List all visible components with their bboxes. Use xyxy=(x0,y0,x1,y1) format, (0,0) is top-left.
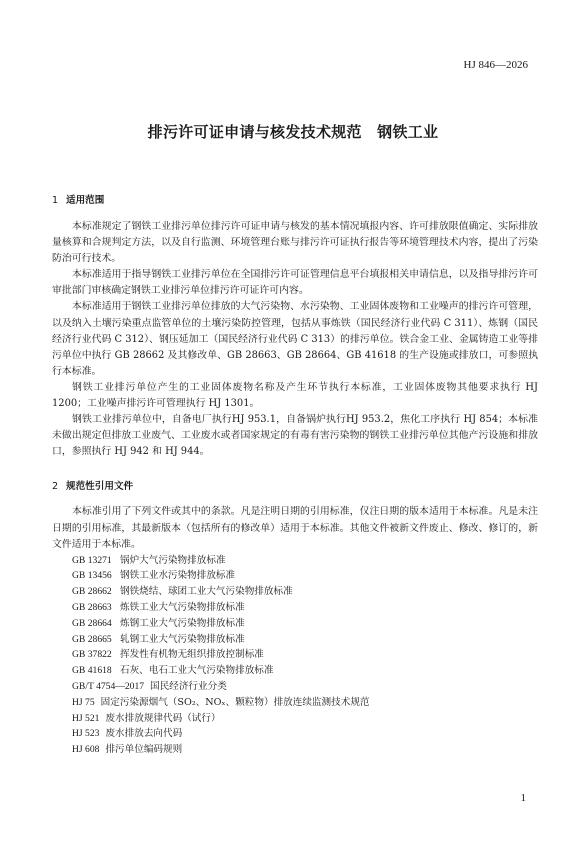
reference-item xyxy=(52,616,538,632)
reference-item xyxy=(52,647,538,663)
reference-title: 排污单位编码规则 xyxy=(105,744,183,756)
reference-code: HJ 521 xyxy=(72,712,100,724)
reference-item xyxy=(52,568,538,584)
reference-title: 废水排放规律代码（试行） xyxy=(105,712,221,724)
reference-title: 固定污染源烟气（SO₂、NOₓ、颗粒物）排放连续监测技术规范 xyxy=(100,696,370,708)
reference-code: GB 37822 xyxy=(72,649,112,661)
reference-title: 锅炉大气污染物排放标准 xyxy=(120,554,226,566)
section-2-title: 规范性引用文件 xyxy=(66,481,134,493)
reference-title: 炼钢工业大气污染物排放标准 xyxy=(120,617,245,629)
paragraph: 本标准引用了下列文件或其中的条款。凡是注明日期的引用标准，仅注日期的版本适用于本标准。凡是未注日期的引用标准，其最新版本（包括所有的修改单）适用于本标准。其他文件被新文件废止、修改、修订的，新文件适用于本标准。 xyxy=(52,506,538,550)
reference-item xyxy=(52,663,538,679)
paragraph: 本标准适用于指导钢铁工业排污单位在全国排污许可证管理信息平台填报相关申请信息，以及指导排污许可审批部门审核确定钢铁工业排污单位排污许可证许可内容。 xyxy=(52,269,538,297)
section-1-heading xyxy=(52,193,538,209)
section-2-number: 2 xyxy=(52,481,59,493)
reference-list xyxy=(52,553,538,758)
reference-item xyxy=(52,584,538,600)
reference-title: 钢铁工业水污染物排放标准 xyxy=(120,570,236,582)
page-number: 1 xyxy=(520,792,526,804)
reference-item xyxy=(52,600,538,616)
paragraph: 本标准适用于钢铁工业排污单位排放的大气污染物、水污染物、工业固体废物和工业噪声的排污许可管理，以及纳入土壤污染重点监管单位的土壤污染防控管理，包括从事炼铁（国民经济行业代码 C 311）、炼钢（国民经济行业代码 C 312）、钢压延加工（国民经济行业代码 C 313）的排污单位。铁合金工业、金属铸造工业等排污单位中执行 GB 28662 及其修改单、GB 28663、GB 28664、GB 41618 的生产设施或排放口，可参照执行本标准。 xyxy=(52,301,538,377)
section-1-body xyxy=(52,219,538,460)
reference-code: GB 13271 xyxy=(72,554,112,566)
reference-code: HJ 608 xyxy=(72,744,100,756)
section-2-heading xyxy=(52,479,538,495)
reference-code: HJ 75 xyxy=(72,696,95,708)
reference-title: 炼铁工业大气污染物排放标准 xyxy=(120,602,245,614)
reference-item xyxy=(52,726,538,742)
reference-code: GB 28665 xyxy=(72,633,112,645)
reference-code: GB 28664 xyxy=(72,617,112,629)
reference-title: 国民经济行业分类 xyxy=(150,681,227,693)
reference-code: GB 13456 xyxy=(72,570,112,582)
reference-item xyxy=(52,679,538,695)
reference-item xyxy=(52,553,538,569)
document-title: 排污许可证申请与核发技术规范 钢铁工业 xyxy=(147,123,439,141)
reference-title: 废水排放去向代码 xyxy=(105,728,183,740)
paragraph: 钢铁工业排污单位产生的工业固体废物名称及产生环节执行本标准，工业固体废物其他要求执行 HJ 1200；工业噪声排污许可管理执行 HJ 1301。 xyxy=(52,381,538,410)
section-1-title: 适用范围 xyxy=(66,195,105,206)
reference-title: 挥发性有机物无组织排放控制标准 xyxy=(120,649,264,661)
reference-title: 轧钢工业大气污染物排放标准 xyxy=(120,633,245,645)
reference-item xyxy=(52,632,538,648)
paragraph: 钢铁工业排污单位中，自备电厂执行HJ 953.1，自备锅炉执行HJ 953.2，焦化工序执行 HJ 854；本标准未做出规定但排放工业废气、工业废水或者国家规定的有毒有害污染物的钢铁工业排污单位其他产污设施和排放口，参照执行 HJ 942 和 HJ 944。 xyxy=(52,414,538,458)
reference-code: GB 41618 xyxy=(72,665,112,677)
reference-code: HJ 523 xyxy=(72,728,100,740)
document-body xyxy=(52,183,538,758)
reference-title: 钢铁烧结、球团工业大气污染物排放标准 xyxy=(120,586,293,598)
standard-code: HJ 846—2026 xyxy=(463,59,528,71)
reference-item xyxy=(52,742,538,758)
paragraph: 本标准规定了钢铁工业排污单位排污许可证申请与核发的基本情况填报内容、许可排放限值确定、实际排放量核算和合规判定方法，以及自行监测、环境管理台账与排污许可证执行报告等环境管理技术内容，提出了污染防治可行技术。 xyxy=(52,221,538,265)
section-2-body xyxy=(52,504,538,758)
reference-item xyxy=(52,711,538,727)
reference-item xyxy=(52,695,538,711)
section-1-number: 1 xyxy=(52,195,59,206)
reference-code: GB/T 4754—2017 xyxy=(72,681,145,693)
reference-title: 石灰、电石工业大气污染物排放标准 xyxy=(120,665,274,677)
reference-code: GB 28662 xyxy=(72,586,112,598)
reference-code: GB 28663 xyxy=(72,602,112,614)
